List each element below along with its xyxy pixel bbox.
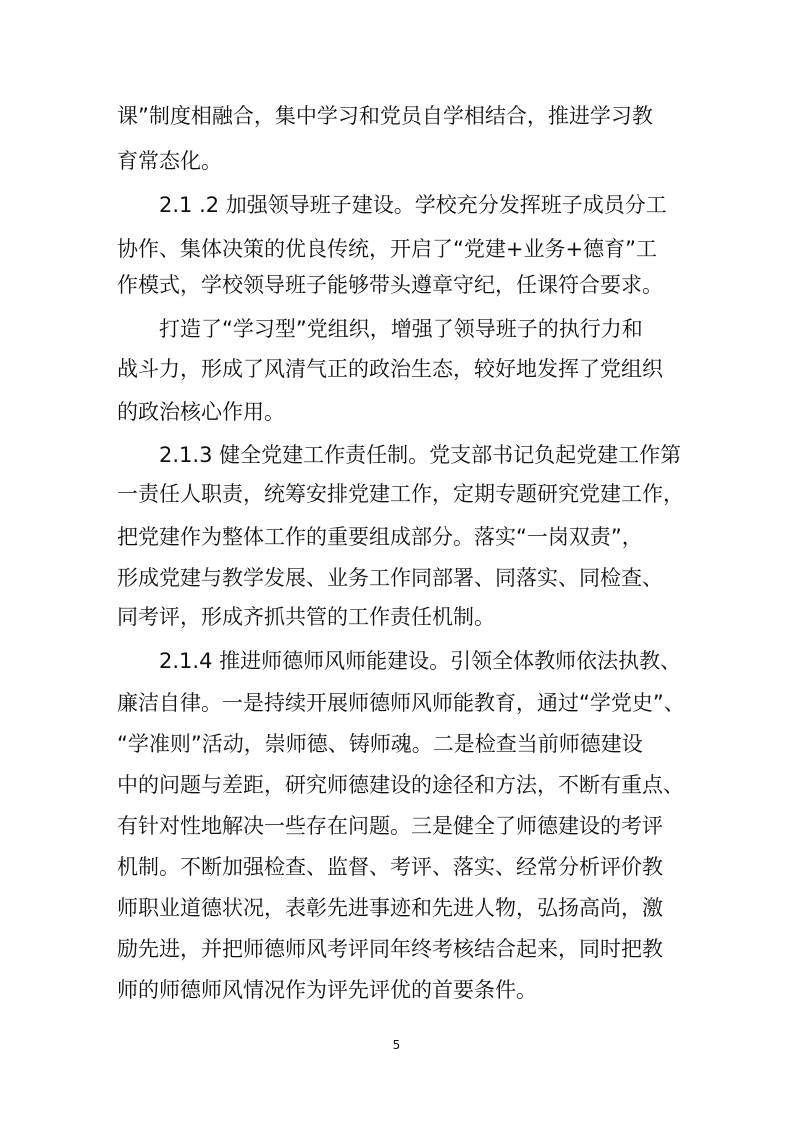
text-line: 课”制度相融合，集中学习和党员自学相结合，推进学习教 [117, 104, 653, 128]
text-line: 2.1.4 推进师德师风师能建设。引领全体教师依法执教、 [159, 649, 682, 673]
text-line: 战斗力，形成了风清气正的政治生态，较好地发挥了党组织 [117, 357, 663, 381]
text-line: 励先进，并把师德师风考评同年终考核结合起来，同时把教 [117, 937, 663, 961]
text-line: 师的师德师风情况作为评先评优的首要条件。 [117, 978, 537, 1002]
text-line: 2.1 .2 加强领导班子建设。学校充分发挥班子成员分工 [159, 193, 667, 217]
text-line: 协作、集体决策的优良传统，开启了“党建+业务+德育”工 [117, 237, 657, 261]
text-line: 2.1.3 健全党建工作责任制。党支部书记负起党建工作第 [159, 443, 682, 467]
text-line: 中的问题与差距，研究师德建设的途径和方法，不断有重点、 [117, 773, 684, 797]
page-number: 5 [392, 1038, 401, 1052]
text-line: 师职业道德状况，表彰先进事迹和先进人物，弘扬高尚，激 [117, 896, 663, 920]
text-line: 把党建作为整体工作的重要组成部分。落实“一岗双责”， [117, 525, 643, 549]
text-line: 同考评，形成齐抓共管的工作责任机制。 [117, 605, 495, 629]
text-line: 廉洁自律。一是持续开展师德师风师能教育，通过“学党史”、 [117, 691, 685, 715]
text-line: 育常态化。 [117, 149, 222, 173]
text-line: 形成党建与教学发展、业务工作同部署、同落实、同检查、 [117, 566, 663, 590]
text-line: 打造了“学习型”党组织，增强了领导班子的执行力和 [159, 317, 643, 341]
text-line: “学准则”活动，崇师德、铸师魂。二是检查当前师德建设 [117, 732, 643, 756]
text-line: 一责任人职责，统筹安排党建工作，定期专题研究党建工作， [117, 482, 684, 506]
text-line: 作模式，学校领导班子能够带头遵章守纪，任课符合要求。 [117, 273, 663, 297]
text-line: 的政治核心作用。 [117, 400, 285, 424]
text-line: 机制。不断加强检查、监督、考评、落实、经常分析评价教 [117, 855, 663, 879]
text-line: 有针对性地解决一些存在问题。三是健全了师德建设的考评 [117, 814, 663, 838]
